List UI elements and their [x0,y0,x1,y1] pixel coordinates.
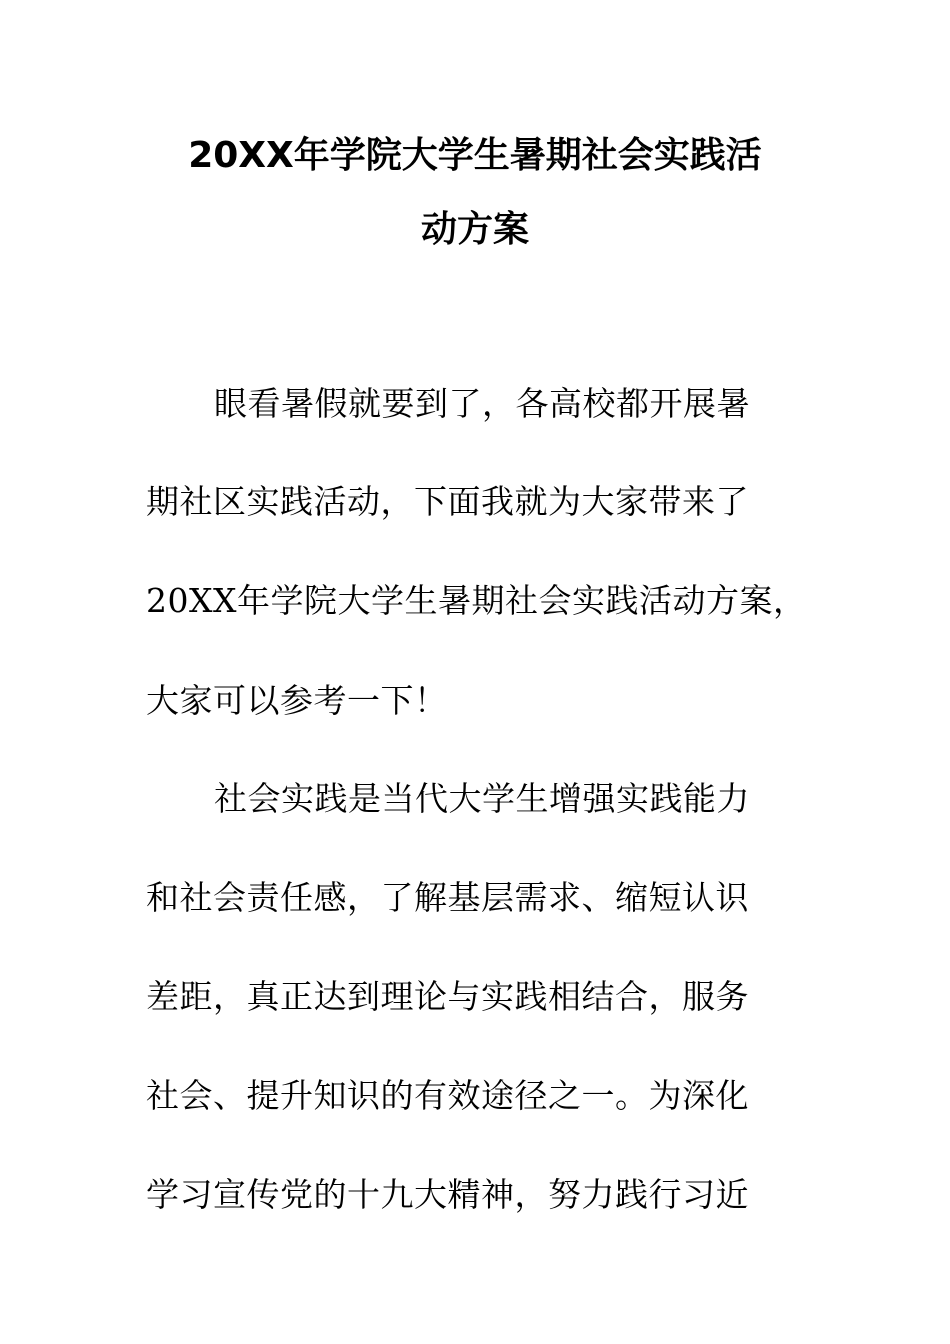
paragraph-2-line-3: 差距，真正达到理论与实践相结合，服务 [146,977,749,1016]
paragraph-2-line-2: 和社会责任感，了解基层需求、缩短认识 [146,878,749,917]
paragraph-1-line-3: 20XX年学院大学生暑期社会实践活动方案， [146,581,807,620]
paragraph-1-line-4: 大家可以参考一下！ [146,681,448,720]
document-title-line-1: 20XX年学院大学生暑期社会实践活 [188,135,762,176]
paragraph-2-line-5: 学习宣传党的十九大精神，努力践行习近 [146,1175,749,1214]
paragraph-2-line-4: 社会、提升知识的有效途径之一。为深化 [146,1076,749,1115]
paragraph-2-line-1: 社会实践是当代大学生增强实践能力 [214,779,750,818]
paragraph-1-line-2: 期社区实践活动，下面我就为大家带来了 [146,482,749,521]
paragraph-1-line-1: 眼看暑假就要到了，各高校都开展暑 [214,384,750,423]
document-title-line-2: 动方案 [420,209,529,250]
